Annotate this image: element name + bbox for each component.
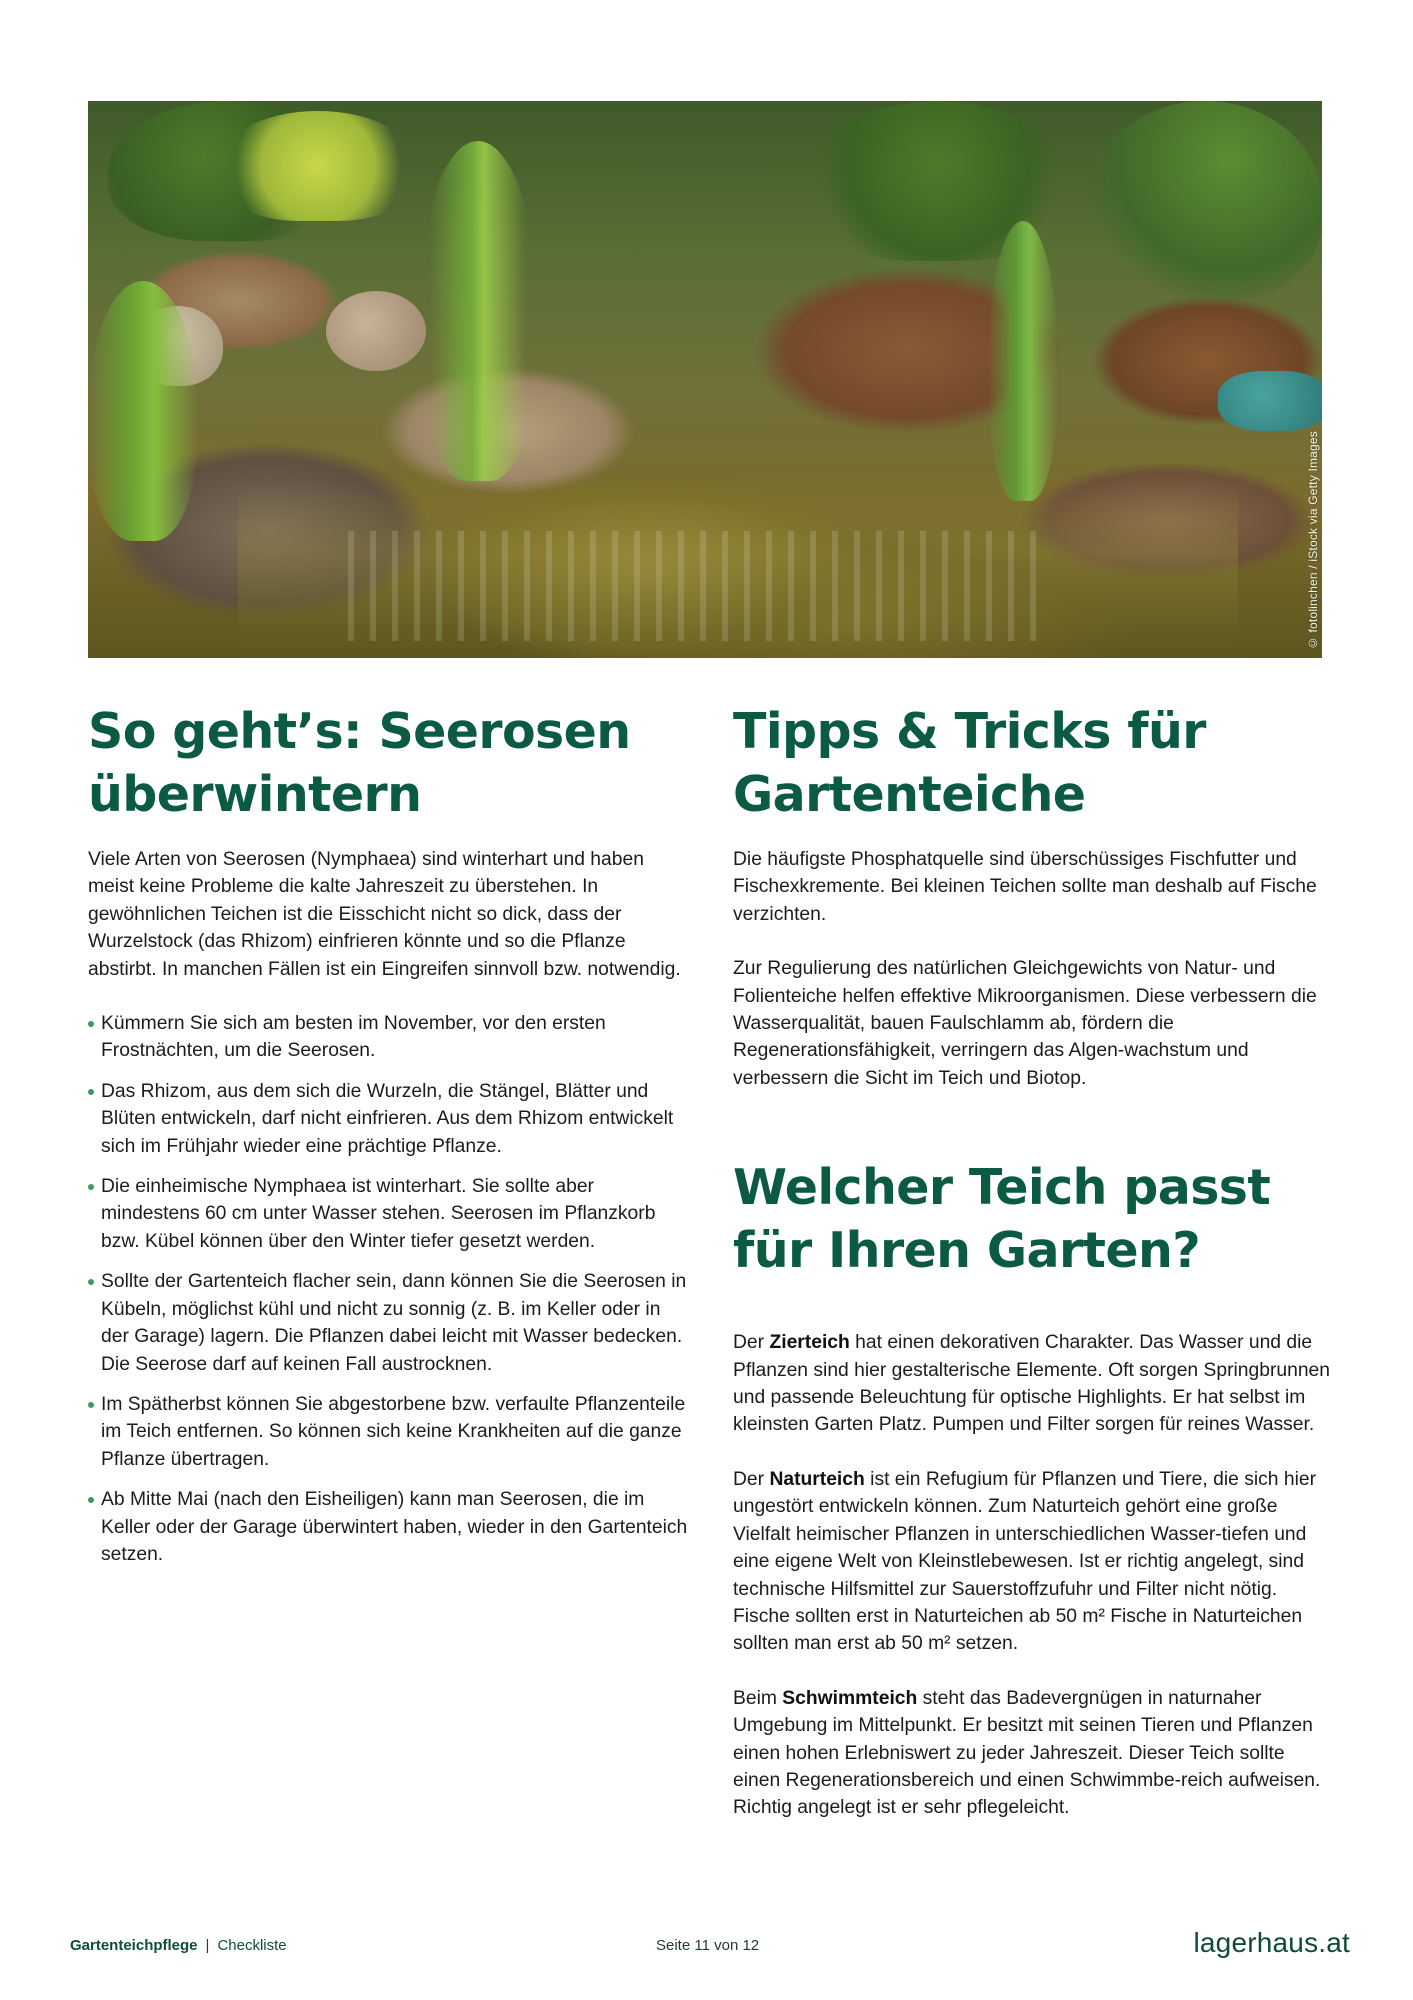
section-seerosen — [88, 700, 688, 1581]
paragraph-text: hat einen dekorativen Charakter. Das Wasser und die Pflanzen sind hier gestalterische Elemente. Oft sorgen Springbrunnen und passende Beleuchtung für optische Highlights. Er hat selbst im kleinsten Garten Platz. Pumpen und Filter sorgen für reines Wasser. — [733, 1332, 1330, 1436]
term-naturteich: Naturteich — [769, 1468, 865, 1490]
heading-line: So geht’s: Seerosen — [88, 703, 631, 760]
water-reflection — [348, 531, 1048, 641]
list-item-text: Ab Mitte Mai (nach den Eisheiligen) kann man Seerosen, die im Keller oder der Garage überwintert haben, wieder in den Gartenteich setzen. — [101, 1489, 688, 1565]
text-prefix: Der — [733, 1332, 770, 1354]
bullet-dot-icon — [88, 1021, 94, 1027]
list-item-text: Das Rhizom, aus dem sich die Wurzeln, die Stängel, Blätter und Blüten entwickeln, darf nicht einfrieren. Aus dem Rhizom entwickelt sich im Frühjahr wieder eine prächtige Pflanze. — [101, 1080, 674, 1157]
bullet-dot-icon — [88, 1497, 94, 1503]
list-item — [88, 1078, 688, 1160]
paragraph-schwimmteich — [733, 1685, 1333, 1822]
paragraph-text: steht das Badevergnügen in naturnaher Umgebung im Mittelpunkt. Er besitzt mit seinen Tieren und Pflanzen einen hohen Erlebniswert zu jeder Jahreszeit. Dieser Teich sollte einen Regenerationsbereich und einen Schwimmbe-reich aufweisen. Richtig angelegt ist er sehr pflegeleicht. — [733, 1687, 1321, 1819]
page-number: Seite 11 von 12 — [656, 1937, 760, 1954]
heading-line: Gartenteiche — [733, 766, 1086, 823]
photo-credit: © fotolinchen / iStock via Getty Images — [1306, 430, 1320, 650]
hero-photo — [88, 101, 1322, 658]
round-stone — [326, 291, 426, 371]
list-item — [88, 1010, 688, 1065]
footer-separator: | — [205, 1937, 210, 1954]
site-logo-link[interactable]: lagerhaus.at — [1193, 1927, 1350, 1958]
section-right — [733, 700, 1333, 1822]
paragraph-naturteich — [733, 1466, 1333, 1658]
page-footer — [70, 1925, 1350, 1965]
footer-doc-title: Gartenteichpflege — [70, 1937, 198, 1954]
bullet-dot-icon — [88, 1402, 94, 1408]
tips-paragraph-phosphat: Die häufigste Phosphatquelle sind überschüssiges Fischfutter und Fischexkremente. Bei kleinen Teichen sollte man deshalb auf Fische verzichten. — [733, 849, 1317, 925]
list-item-text: Die einheimische Nymphaea ist winterhart. Sie sollte aber mindestens 60 cm unter Wasser stehen. Seerosen im Pflanzkorb bzw. Kübel können über den Winter tiefer gesetzt werden. — [101, 1176, 656, 1252]
list-item — [88, 1391, 688, 1473]
list-item — [88, 1268, 688, 1378]
heading-line: Tipps & Tricks für — [733, 703, 1206, 760]
bullet-dot-icon — [88, 1279, 94, 1285]
bullet-list — [88, 1010, 688, 1568]
plant-cluster — [1088, 101, 1322, 301]
footer-doc-type: Checkliste — [217, 1937, 287, 1954]
footer-doc-info — [70, 1937, 287, 1954]
horsetail-plant — [988, 221, 1058, 501]
reed-plant — [418, 141, 538, 481]
bullet-dot-icon — [88, 1184, 94, 1190]
text-prefix: Beim — [733, 1687, 783, 1709]
term-schwimmteich: Schwimmteich — [782, 1687, 918, 1709]
tips-paragraph-mikroorganismen: Zur Regulierung des natürlichen Gleichgewichts von Natur- und Folienteiche helfen effektive Mikroorganismen. Diese verbessern die Wasserqualität, bauen Faulschlamm ab, fördern die Regenerationsfähigkeit, verringern das Algen-wachstum und verbessern die Sicht im Teich und Biotop. — [733, 958, 1317, 1089]
list-item — [88, 1486, 688, 1568]
paragraph-zierteich — [733, 1329, 1333, 1439]
term-zierteich: Zierteich — [769, 1332, 850, 1354]
heading-teich-typen — [733, 1156, 1333, 1282]
list-item-text: Im Spätherbst können Sie abgestorbene bzw. verfaulte Pflanzenteile im Teich entfernen. So können sich keine Krankheiten auf die ganze Pflanze übertragen. — [101, 1393, 686, 1470]
text-prefix: Der — [733, 1468, 770, 1490]
list-item-text: Kümmern Sie sich am besten im November, vor den ersten Frostnächten, um die Seerosen. — [101, 1013, 606, 1062]
list-item-text: Sollte der Gartenteich flacher sein, dann können Sie die Seerosen in Kübeln, möglichst kühl und nicht zu sonnig (z. B. im Keller oder in der Garage) lagern. Die Pflanzen dabei leicht mit Wasser bedecken. Die Seerose darf auf keinen Fall austrocknen. — [101, 1271, 687, 1375]
heading-seerosen — [88, 700, 688, 826]
paragraph-text: ist ein Refugium für Pflanzen und Tiere, die sich hier ungestört entwickeln können. Zum Naturteich gehört eine große Vielfalt heimischer Pflanzen in unterschiedlichen Wasser-tiefen und eine eigene Welt von Kleinstlebewesen. Ist er richtig angelegt, sind technische Hilfsmittel zur Sauerstoffzufuhr und Filter nicht nötig. Fische sollten erst in Naturteichen ab 50 m² Fische in Naturteichen sollten man erst ab 50 m² setzen. — [733, 1468, 1316, 1655]
teal-ornament — [1218, 371, 1322, 431]
intro-paragraph: Viele Arten von Seerosen (Nymphaea) sind winterhart und haben meist keine Probleme die kalte Jahreszeit zu überstehen. In gewöhnlichen Teichen ist die Eisschicht nicht so dick, dass der Wurzelstock (das Rhizom) einfrieren könnte und so die Pflanze abstirbt. In manchen Fällen ist ein Eingreifen sinnvoll bzw. notwendig. — [88, 849, 681, 980]
heading-line: für Ihren Garten? — [733, 1222, 1201, 1280]
heading-line: Welcher Teich passt — [733, 1159, 1271, 1217]
hosta-plant — [218, 111, 418, 221]
list-item — [88, 1173, 688, 1255]
reed-plant — [88, 281, 198, 541]
bullet-dot-icon — [88, 1089, 94, 1095]
heading-line: überwintern — [88, 766, 422, 823]
heading-tipps — [733, 700, 1333, 826]
